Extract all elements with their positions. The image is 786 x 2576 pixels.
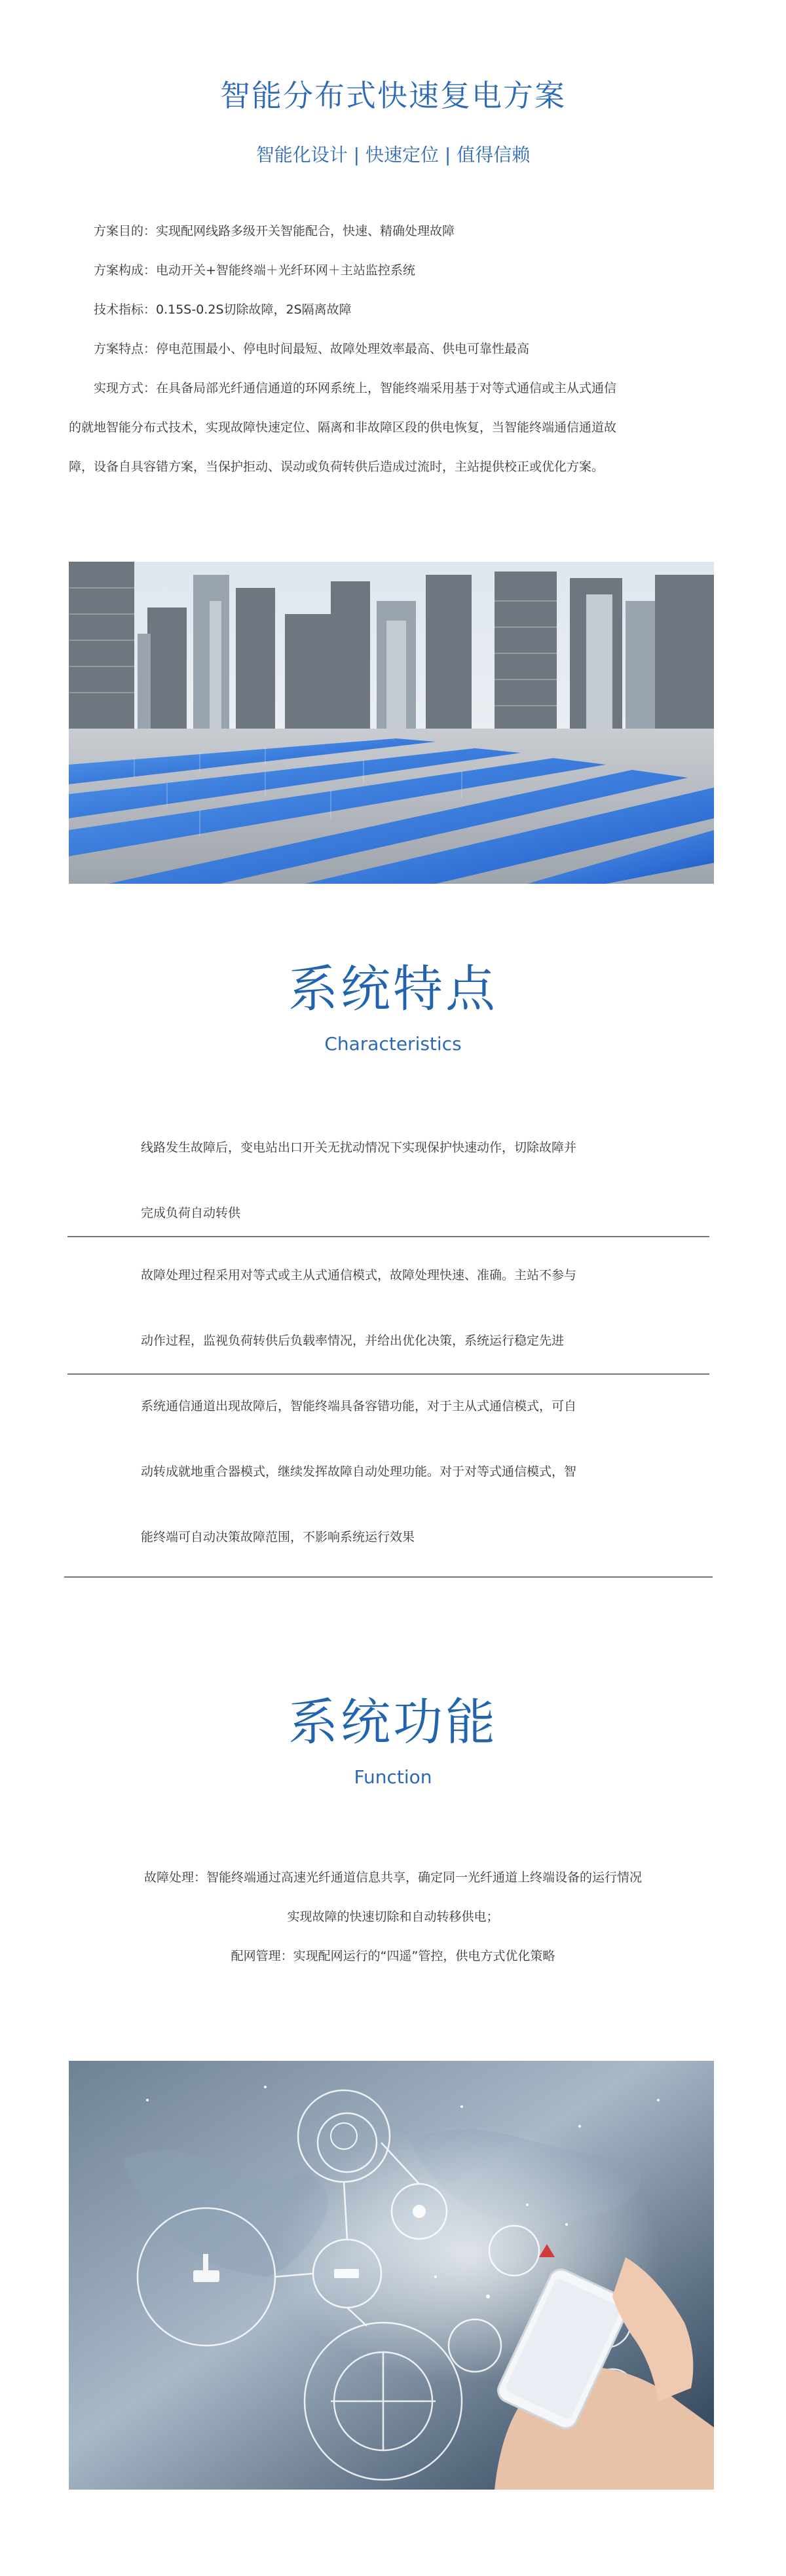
characteristics-title: 系统特点: [288, 960, 498, 1018]
feature-divider-3: [64, 1576, 713, 1578]
feature-3-line-2: 动转成就地重合器模式，继续发挥故障自动处理功能。对于对等式通信模式，智: [141, 1464, 577, 1479]
feature-3-line-3: 能终端可自动决策故障范围，不影响系统运行效果: [141, 1530, 415, 1544]
function-title: 系统功能: [288, 1693, 498, 1751]
feature-3-line-1: 系统通信通道出现故障后，智能终端具备容错功能，对于主从式通信模式，可自: [141, 1399, 577, 1413]
intro-method-line2: 的就地智能分布式技术，实现故障快速定位、隔离和非故障区段的供电恢复，当智能终端通信通道故: [69, 420, 617, 435]
function-line-1: 故障处理：智能终端通过高速光纤通道信息共享，确定同一光纤通道上终端设备的运行情况: [143, 1870, 642, 1885]
intro-purpose: 方案目的：实现配网线路多级开关智能配合，快速、精确处理故障: [94, 224, 455, 238]
page-title: 智能分布式快速复电方案: [220, 78, 566, 113]
feature-divider-1: [67, 1236, 709, 1237]
smartphone-network-photo: [69, 2061, 714, 2490]
city-solar-panels-photo: [69, 562, 714, 884]
page-tagline: 智能化设计 | 快速定位 | 值得信赖: [255, 144, 531, 166]
intro-indicator: 技术指标：0.15S-0.2S切除故障，2S隔离故障: [94, 302, 352, 317]
feature-1-line-1: 线路发生故障后，变电站出口开关无扰动情况下实现保护快速动作，切除故障并: [141, 1140, 577, 1155]
function-subtitle: Function: [354, 1766, 432, 1788]
intro-composition: 方案构成：电动开关+智能终端＋光纤环网＋主站监控系统: [94, 263, 415, 278]
function-line-3: 配网管理：实现配网运行的“四遥”管控，供电方式优化策略: [231, 1949, 555, 1963]
feature-1-line-2: 完成负荷自动转供: [141, 1206, 241, 1220]
characteristics-subtitle: Characteristics: [324, 1033, 462, 1055]
feature-2-line-1: 故障处理过程采用对等式或主从式通信模式，故障处理快速、准确。主站不参与: [141, 1268, 577, 1282]
intro-method-line3: 障，设备自具容错方案，当保护拒动、误动或负荷转供后造成过流时，主站提供校正或优化方案。: [69, 460, 605, 474]
intro-method-line1: 实现方式：在具备局部光纤通信通道的环网系统上，智能终端采用基于对等式通信或主从式通信: [94, 381, 617, 395]
intro-features: 方案特点：停电范围最小、停电时间最短、故障处理效率最高、供电可靠性最高: [94, 342, 530, 356]
feature-divider-2: [67, 1373, 709, 1375]
function-line-2: 实现故障的快速切除和自动转移供电；: [287, 1910, 499, 1924]
feature-2-line-2: 动作过程，监视负荷转供后负载率情况，并给出优化决策，系统运行稳定先进: [141, 1333, 565, 1348]
